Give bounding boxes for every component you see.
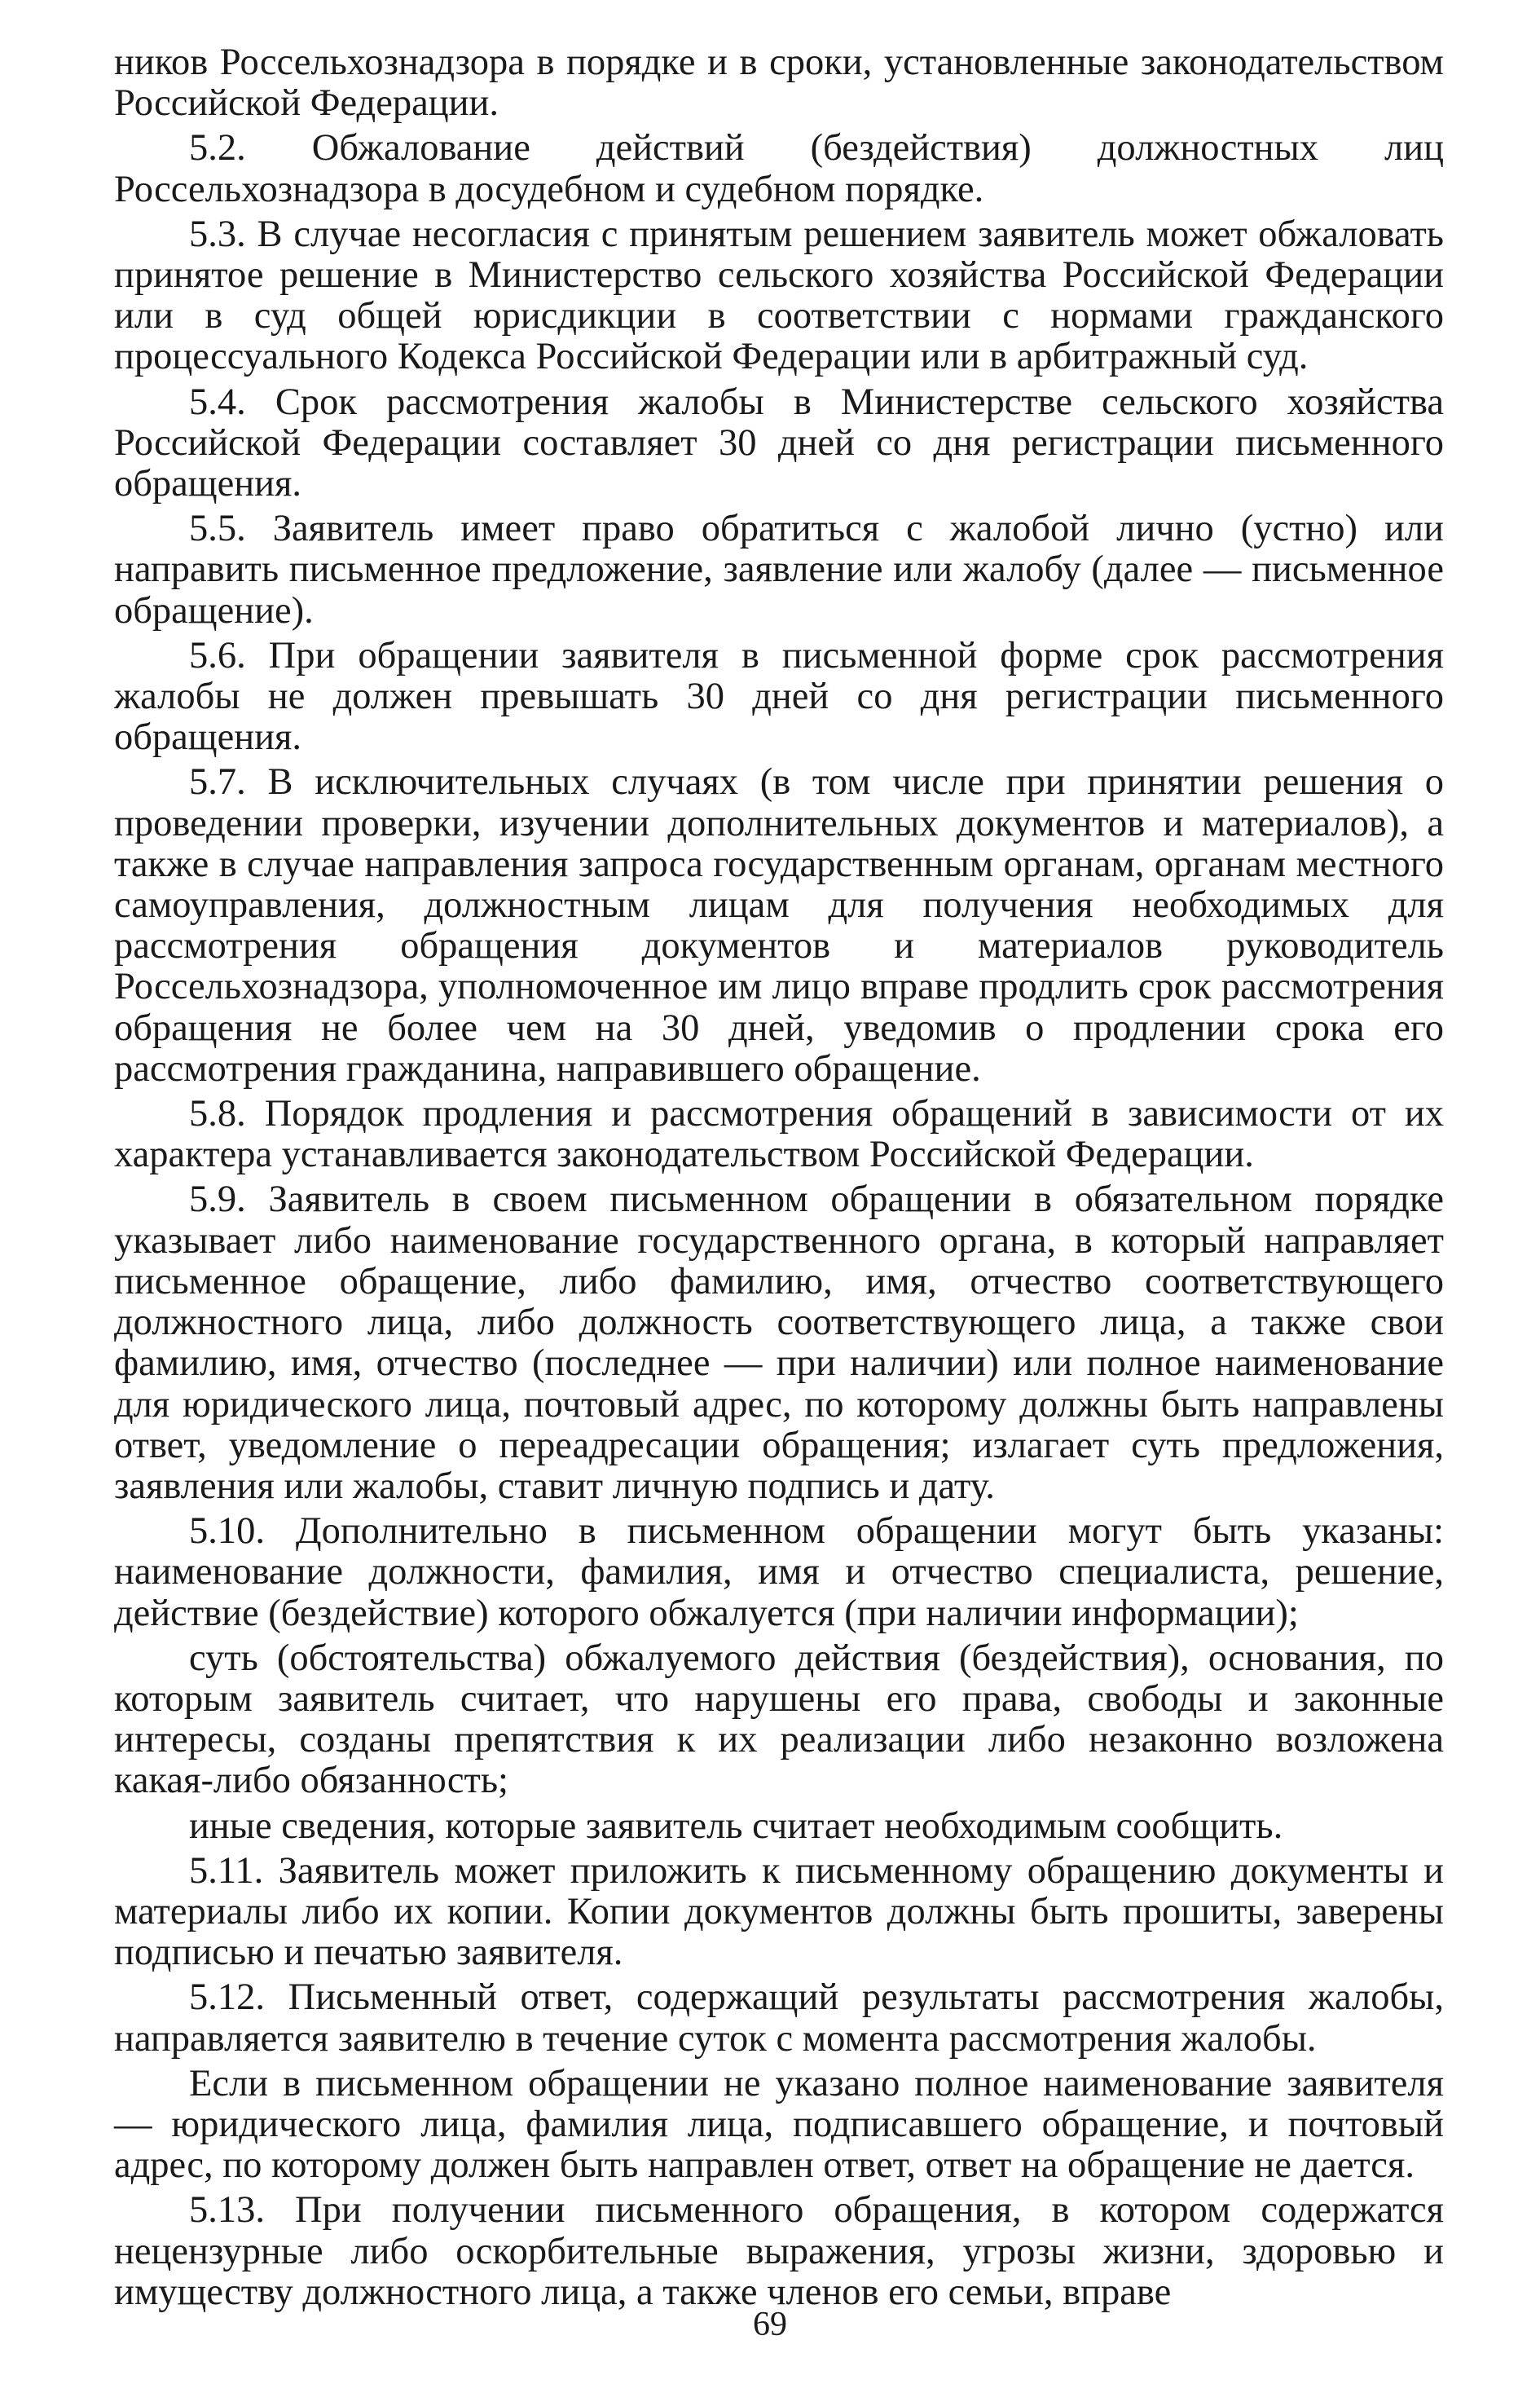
paragraph-5-5: 5.5. Заявитель имеет право обратиться с жалобой лично (устно) или направить письменное предложение, заявление или жалобу (далее — письменное обращение). <box>114 508 1444 632</box>
paragraph-5-6: 5.6. При обращении заявителя в письменной форме срок рассмотрения жалобы не должен превышать 30 дней со дня регистрации письменного обращения. <box>114 634 1444 759</box>
paragraph-5-11: 5.11. Заявитель может приложить к письменному обращению документы и материалы либо их копии. Копии документов должны быть прошиты, заверены подписью и печатью заявителя. <box>114 1849 1444 1974</box>
paragraph-5-3: 5.3. В случае несогласия с принятым решением заявитель может обжаловать принятое решение в Министерство сельского хозяйства Российской Федерации или в суд общей юрисдикции в соответствии с нормами гражданского процессуального Кодекса Российской Федерации или в арбитражный суд. <box>114 213 1444 378</box>
paragraph-5-12: 5.12. Письменный ответ, содержащий результаты рассмотрения жалобы, направляется заявителю в течение суток с момента рассмотрения жалобы. <box>114 1976 1444 2060</box>
paragraph-5-7: 5.7. В исключительных случаях (в том числе при принятии решения о проведении проверки, изучении дополнительных документов и материалов), а также в случае направления запроса государственным органам, органам местного самоуправления, должностным лицам для получения необходимых для рассмотрения обращения документов и материалов руководитель Россельхознадзора, уполномоченное им лицо вправе продлить срок рассмотрения обращения не более чем на 30 дней, уведомив о продлении срока его рассмотрения гражданина, направившего обращение. <box>114 761 1444 1090</box>
document-body <box>114 42 1444 2317</box>
paragraph-5-10: 5.10. Дополнительно в письменном обращении могут быть указаны: наименование должности, фамилия, имя и отчество специалиста, решение, действие (бездействие) которого обжалуется (при наличии информации); <box>114 1510 1444 1634</box>
paragraph-5-10-grounds: суть (обстоятельства) обжалуемого действия (бездействия), основания, по которым заявитель считает, что нарушены его права, свободы и законные интересы, созданы препятствия к их реализации либо незаконно возложена какая-либо обязанность; <box>114 1637 1444 1802</box>
paragraph-continuation: ников Россельхознадзора в порядке и в сроки, установленные законодательством Российской Федерации. <box>114 42 1444 125</box>
paragraph-5-13: 5.13. При получении письменного обращения, в котором содержатся нецензурные либо оскорбительные выражения, угрозы жизни, здоровью и имуществу должностного лица, а также членов его семьи, вправе <box>114 2189 1444 2313</box>
paragraph-5-4: 5.4. Срок рассмотрения жалобы в Министерстве сельского хозяйства Российской Федерации составляет 30 дней со дня регистрации письменного обращения. <box>114 381 1444 505</box>
page-number: 69 <box>753 2306 787 2343</box>
paragraph-5-8: 5.8. Порядок продления и рассмотрения обращений в зависимости от их характера устанавливается законодательством Российской Федерации. <box>114 1093 1444 1176</box>
paragraph-5-2: 5.2. Обжалование действий (бездействия) должностных лиц Россельхознадзора в досудебном и судебном порядке. <box>114 127 1444 210</box>
paragraph-5-10-other: иные сведения, которые заявитель считает необходимым сообщить. <box>189 1804 1283 1847</box>
paragraph-5-9: 5.9. Заявитель в своем письменном обращении в обязательном порядке указывает либо наименование государственного органа, в который направляет письменное обращение, либо фамилию, имя, отчество соответствующего должностного лица, либо должность соответствующего лица, а также свои фамилию, имя, отчество (последнее — при наличии) или полное наименование для юридического лица, почтовый адрес, по которому должны быть направлены ответ, уведомление о переадресации обращения; излагает суть предложения, заявления или жалобы, ставит личную подпись и дату. <box>114 1179 1444 1507</box>
paragraph-5-12-note: Если в письменном обращении не указано полное наименование заявителя — юридического лица, фамилия лица, подписавшего обращение, и почтовый адрес, по которому должен быть направлен ответ, ответ на обращение не дается. <box>114 2062 1444 2187</box>
